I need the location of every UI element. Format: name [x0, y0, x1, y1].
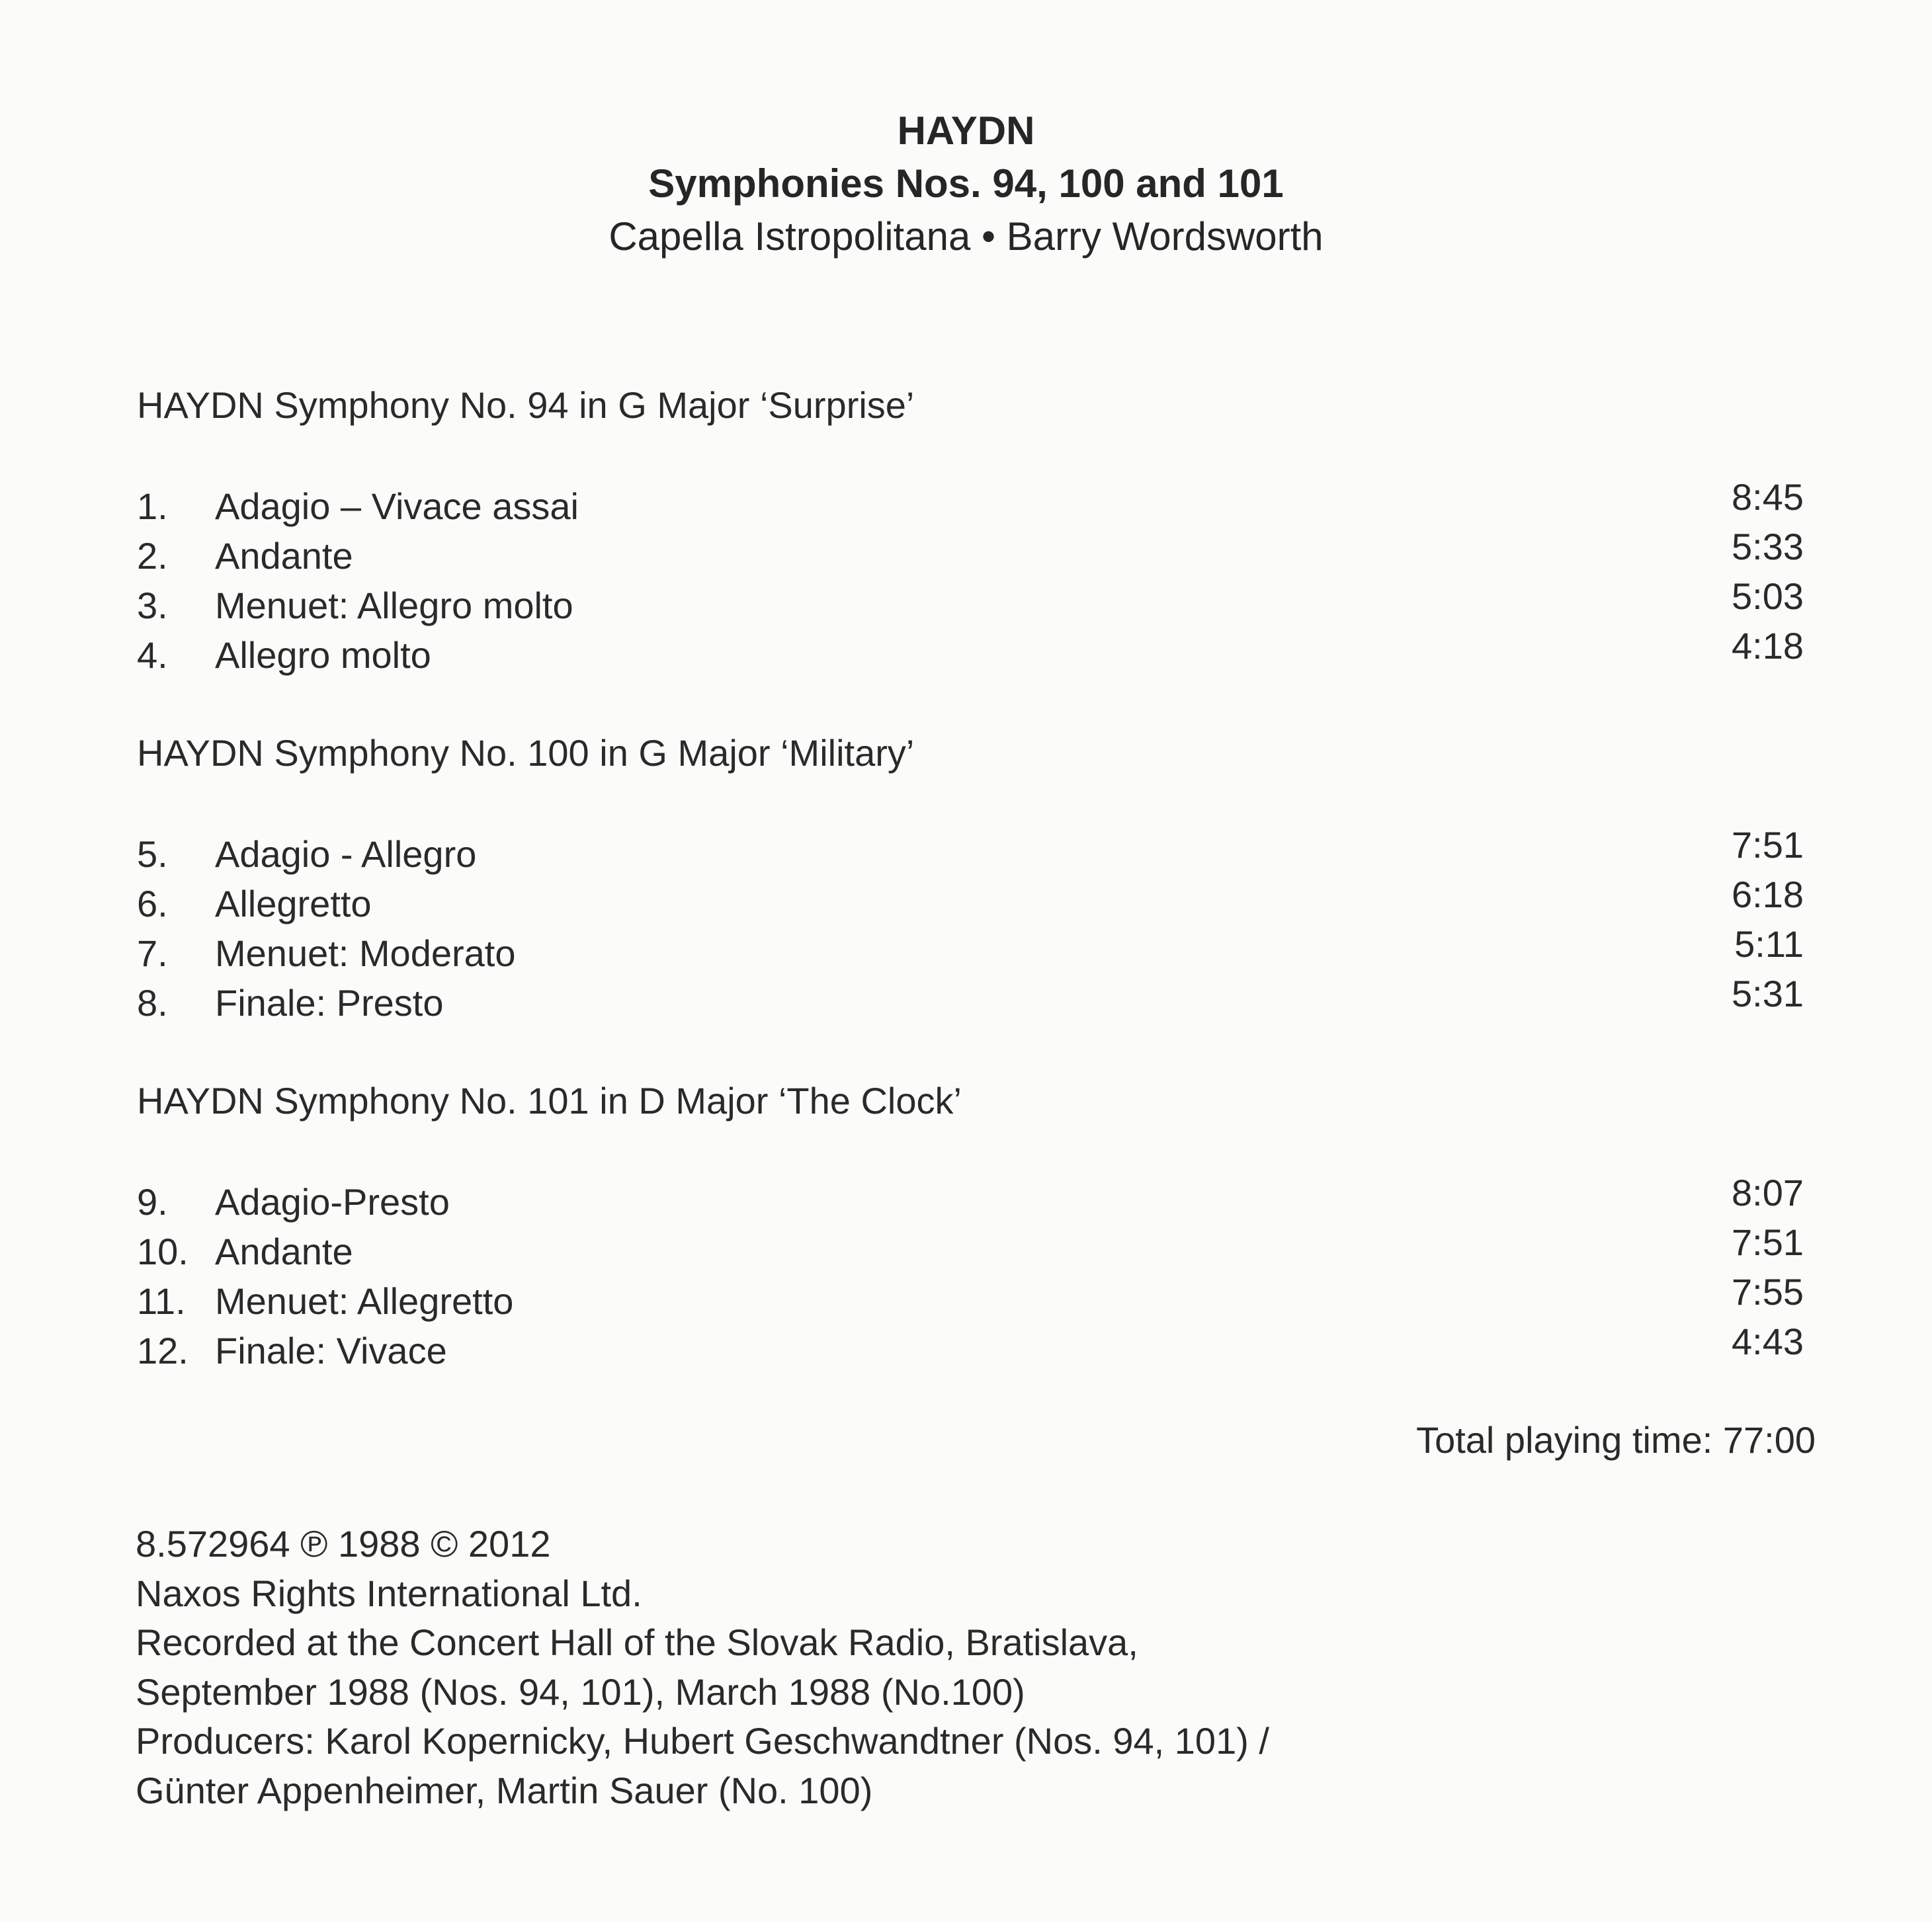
track-title: Menuet: Moderato — [215, 932, 516, 974]
track-number: 10. — [137, 1231, 189, 1272]
symphony-section — [137, 730, 1817, 1028]
track-duration: 5:33 — [1732, 526, 1804, 567]
track-title: Allegro molto — [215, 634, 431, 676]
album-title: Symphonies Nos. 94, 100 and 101 — [648, 161, 1284, 206]
track-row — [137, 625, 1817, 680]
track-row — [137, 1172, 1817, 1227]
track-number: 5. — [137, 833, 168, 875]
credits-block — [136, 1520, 1269, 1815]
track-number: 3. — [137, 585, 168, 626]
symphony-section — [137, 382, 1817, 680]
catalog-line: 8.572964 ℗ 1988 © 2012 — [136, 1523, 551, 1565]
track-number: 8. — [137, 982, 168, 1024]
symphony-section — [137, 1078, 1817, 1375]
track-number: 4. — [137, 634, 168, 676]
track-duration: 7:55 — [1732, 1271, 1804, 1313]
producers-line: Producers: Karol Kopernicky, Hubert Geschwandtner (Nos. 94, 101) / — [136, 1720, 1269, 1762]
track-duration: 5:31 — [1732, 973, 1804, 1014]
track-number: 9. — [137, 1181, 168, 1223]
track-row — [137, 824, 1817, 879]
track-title: Menuet: Allegretto — [215, 1280, 514, 1322]
track-duration: 4:18 — [1732, 625, 1804, 667]
track-title: Allegretto — [215, 883, 372, 924]
track-row — [137, 526, 1817, 581]
recording-dates: September 1988 (Nos. 94, 101), March 1988 (No.100) — [136, 1670, 1025, 1713]
track-title: Andante — [215, 535, 353, 577]
symphony-title: HAYDN Symphony No. 101 in D Major ‘The Clock’ — [137, 1080, 962, 1122]
track-row — [137, 1221, 1817, 1276]
album-header — [0, 104, 1932, 263]
composer-name: HAYDN — [897, 108, 1035, 153]
track-duration: 6:18 — [1732, 874, 1804, 915]
track-duration: 4:43 — [1732, 1321, 1804, 1362]
track-row — [137, 476, 1817, 531]
track-duration: 5:03 — [1732, 575, 1804, 617]
track-number: 11. — [137, 1280, 186, 1322]
producers-line-continued: Günter Appenheimer, Martin Sauer (No. 100) — [136, 1769, 873, 1811]
track-row — [137, 874, 1817, 928]
track-title: Menuet: Allegro molto — [215, 585, 573, 626]
track-title: Finale: Presto — [215, 982, 444, 1024]
track-number: 7. — [137, 932, 168, 974]
rights-line: Naxos Rights International Ltd. — [136, 1572, 642, 1614]
track-row — [137, 1321, 1817, 1375]
recording-location: Recorded at the Concert Hall of the Slovak Radio, Bratislava, — [136, 1621, 1138, 1663]
track-number: 2. — [137, 535, 168, 577]
performers: Capella Istropolitana • Barry Wordsworth — [609, 214, 1323, 259]
track-number: 1. — [137, 485, 168, 527]
track-duration: 7:51 — [1732, 824, 1804, 866]
symphony-title: HAYDN Symphony No. 100 in G Major ‘Military’ — [137, 732, 915, 774]
track-duration: 5:11 — [1734, 923, 1804, 965]
track-title: Adagio – Vivace assai — [215, 485, 579, 527]
track-duration: 8:45 — [1732, 476, 1804, 518]
track-title: Andante — [215, 1231, 353, 1272]
symphony-title: HAYDN Symphony No. 94 in G Major ‘Surprise’ — [137, 384, 915, 426]
track-title: Adagio - Allegro — [215, 833, 477, 875]
track-number: 12. — [137, 1330, 189, 1371]
track-title: Finale: Vivace — [215, 1330, 447, 1371]
total-playing-time: Total playing time: 77:00 — [1416, 1419, 1816, 1461]
track-number: 6. — [137, 883, 168, 924]
track-duration: 8:07 — [1732, 1172, 1804, 1213]
track-title: Adagio-Presto — [215, 1181, 450, 1223]
track-row — [137, 973, 1817, 1028]
track-row — [137, 575, 1817, 630]
track-duration: 7:51 — [1732, 1221, 1804, 1263]
track-row — [137, 923, 1817, 978]
track-row — [137, 1271, 1817, 1326]
